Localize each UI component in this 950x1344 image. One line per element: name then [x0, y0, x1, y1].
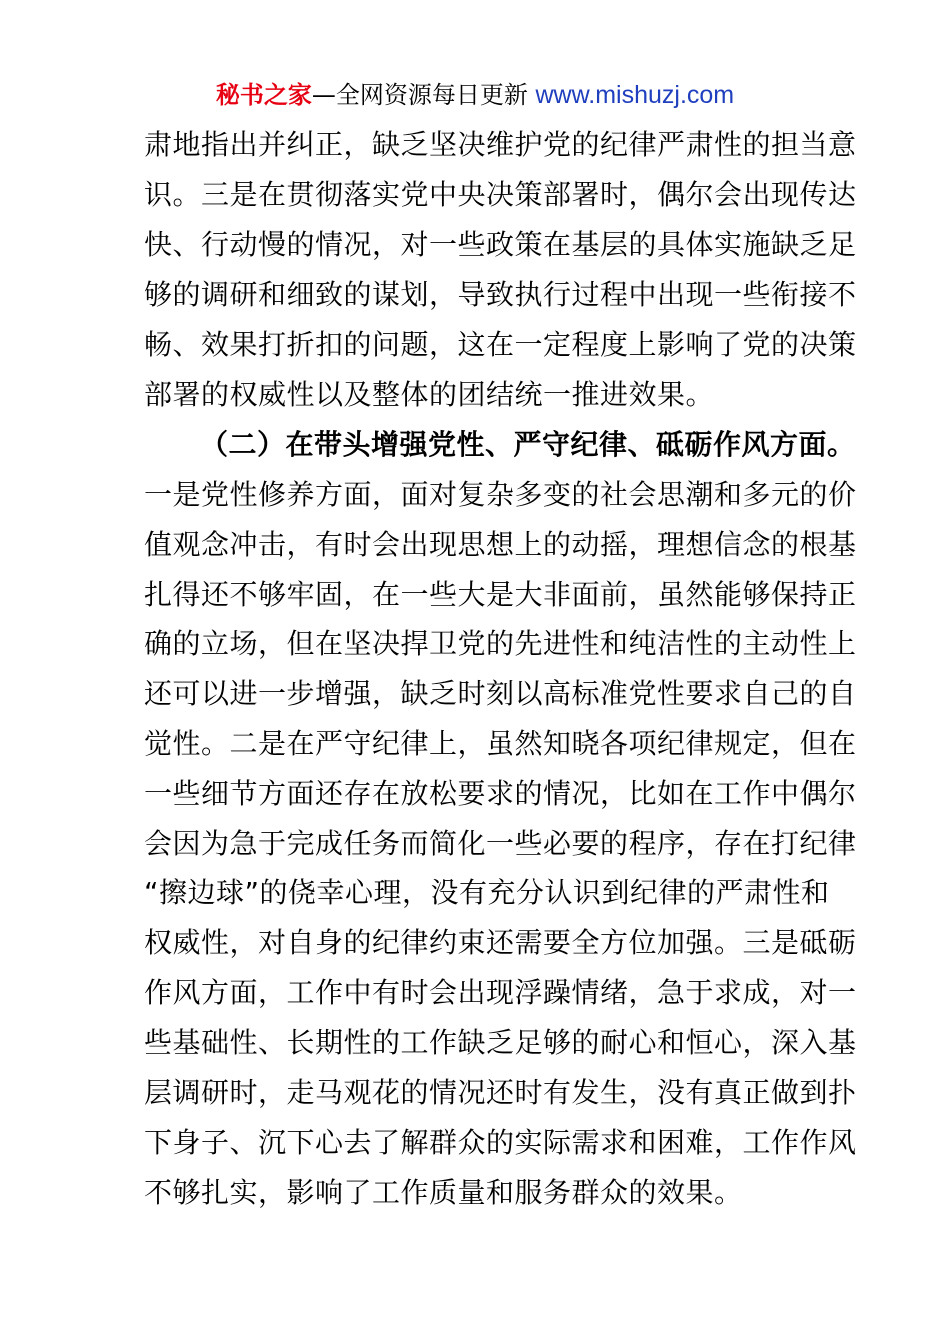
- body-line: 快、行动慢的情况，对一些政策在基层的具体实施缺乏足: [144, 228, 857, 261]
- body-line: 下身子、沉下心去了解群众的实际需求和困难，工作作风: [144, 1126, 857, 1159]
- body-line: 觉性。二是在严守纪律上，虽然知晓各项纪律规定，但在: [144, 727, 857, 760]
- body-line: 还可以进一步增强，缺乏时刻以高标准党性要求自己的自: [144, 677, 857, 710]
- body-line: 一些细节方面还存在放松要求的情况，比如在工作中偶尔: [144, 777, 857, 810]
- section-heading: （二）在带头增强党性、严守纪律、砥砺作风方面。: [200, 428, 856, 461]
- body-line: 肃地指出并纠正，缺乏坚决维护党的纪律严肃性的担当意: [144, 128, 857, 161]
- body-line: 些基础性、长期性的工作缺乏足够的耐心和恒心，深入基: [144, 1026, 857, 1059]
- site-header: [0, 78, 950, 112]
- site-brand: 秘书之家: [215, 81, 312, 109]
- body-line: 部署的权威性以及整体的团结统一推进效果。: [144, 378, 715, 411]
- body-line: 作风方面，工作中有时会出现浮躁情绪，急于求成，对一: [144, 976, 857, 1009]
- body-line: 权威性，对自身的纪律约束还需要全方位加强。三是砥砺: [144, 926, 857, 959]
- body-line: “擦边球”的侥幸心理，没有充分认识到纪律的严肃性和: [144, 876, 830, 909]
- body-line: 一是党性修养方面，面对复杂多变的社会思潮和多元的价: [144, 478, 857, 511]
- site-url-link[interactable]: www.mishuzj.com: [535, 81, 735, 109]
- body-line: 不够扎实，影响了工作质量和服务群众的效果。: [144, 1176, 743, 1209]
- body-line: 够的调研和细致的谋划，导致执行过程中出现一些衔接不: [144, 278, 857, 311]
- body-line: 确的立场，但在坚决捍卫党的先进性和纯洁性的主动性上: [144, 627, 857, 660]
- body-line: 层调研时，走马观花的情况还时有发生，没有真正做到扑: [144, 1076, 857, 1109]
- site-tagline: —全网资源每日更新: [311, 81, 536, 109]
- body-line: 值观念冲击，有时会出现思想上的动摇，理想信念的根基: [144, 528, 857, 561]
- body-line: 畅、效果打折扣的问题，这在一定程度上影响了党的决策: [144, 328, 857, 361]
- body-line: 会因为急于完成任务而简化一些必要的程序，存在打纪律: [144, 827, 857, 860]
- body-line: 扎得还不够牢固，在一些大是大非面前，虽然能够保持正: [144, 578, 857, 611]
- body-line: 识。三是在贯彻落实党中央决策部署时，偶尔会出现传达: [144, 178, 857, 211]
